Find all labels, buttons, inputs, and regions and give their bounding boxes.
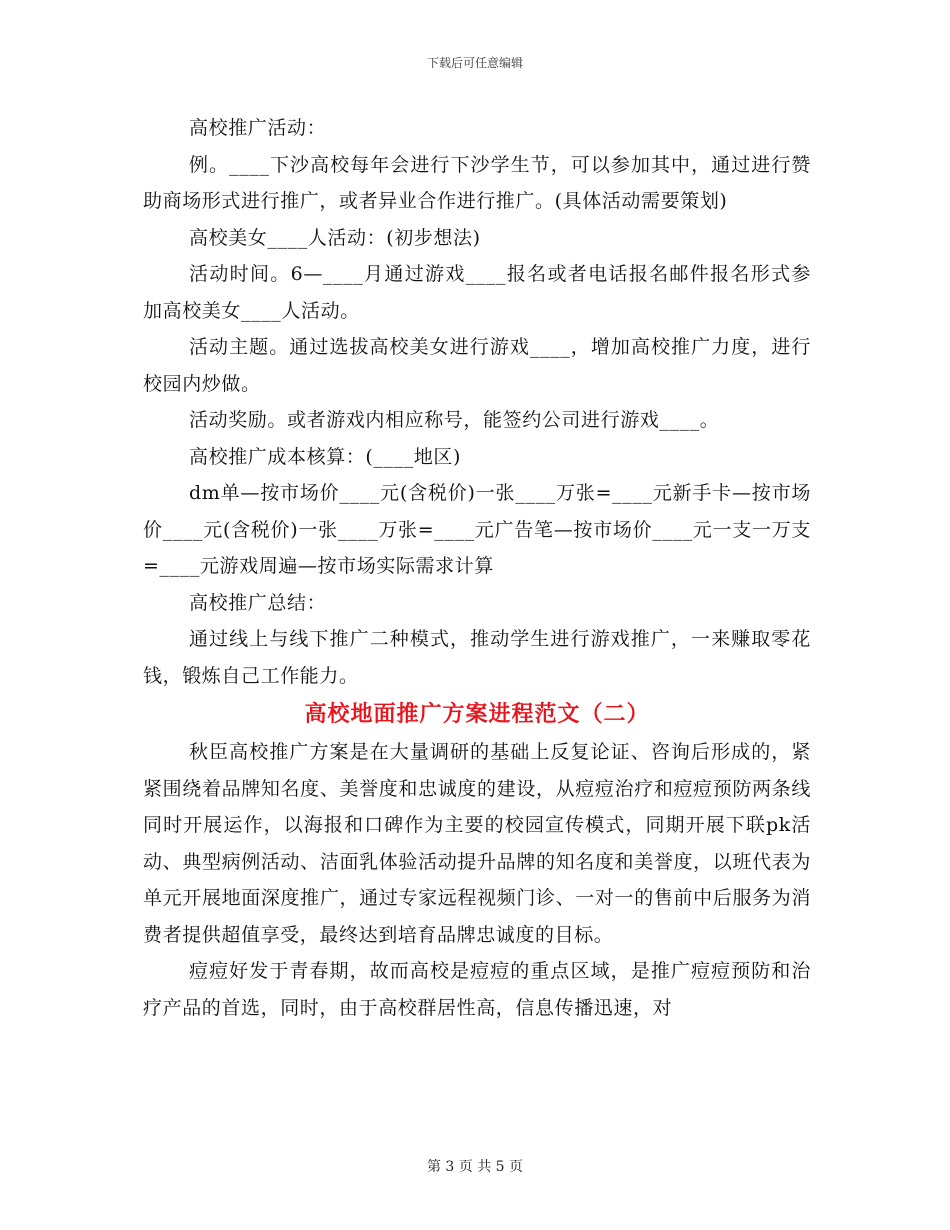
page-footer: 第 3 页 共 5 页 xyxy=(426,1159,524,1175)
section-heading: 高校地面推广方案进程范文（二） xyxy=(304,701,650,727)
paragraph: 秋臣高校推广方案是在大量调研的基础上反复论证、咨询后形成的，紧紧围绕着品牌知名度、美誉度和忠诚度的建设，从痘痘治疗和痘痘预防两条线同时开展运作，以海报和口碑作为主要的校园宣传模式，同期开展下联pk活动、典型病例活动、洁面乳体验活动提升品牌的知名度和美誉度，以班代表为单元开展地面深度推广，通过专家远程视频门诊、一对一的售前中后服务为消费者提供超值享受，最终达到培育品牌忠诚度的目标。 xyxy=(143,741,811,946)
paragraph: 活动奖励。或者游戏内相应称号，能签约公司进行游戏____。 xyxy=(189,409,720,431)
paragraph: 活动主题。通过选拔高校美女进行游戏____，增加高校推广力度，进行校园内炒做。 xyxy=(143,336,811,395)
paragraph: 痘痘好发于青春期，故而高校是痘痘的重点区域，是推广痘痘预防和治疗产品的首选，同时，由于高校群居性高，信息传播迅速，对 xyxy=(143,960,811,1019)
paragraph: 通过线上与线下推广二种模式，推动学生进行游戏推广，一来赚取零花钱，锻炼自己工作能力。 xyxy=(143,628,811,687)
paragraph: 高校推广总结： xyxy=(189,591,327,614)
paragraph: 例。____下沙高校每年会进行下沙学生节，可以参加其中，通过进行赞助商场形式进行推广，或者异业合作进行推广。(具体活动需要策划) xyxy=(143,153,811,212)
paragraph: 高校推广活动： xyxy=(189,117,327,139)
paragraph: dm单—按市场价____元(含税价)一张____万张=____元新手卡—按市场价____元(含税价)一张____万张=____元广告笔—按市场价____元一支一万支=____元游戏周遍—按市场实际需求计算 xyxy=(143,482,811,577)
paragraph: 高校美女____人活动：(初步想法) xyxy=(189,226,481,249)
document-body xyxy=(143,110,811,1026)
page-header: 下载后可任意编辑 xyxy=(426,56,523,70)
paragraph: 活动时间。6—____月通过游戏____报名或者电话报名邮件报名形式参加高校美女____人活动。 xyxy=(143,263,811,322)
paragraph: 高校推广成本核算：(____地区) xyxy=(189,445,462,468)
